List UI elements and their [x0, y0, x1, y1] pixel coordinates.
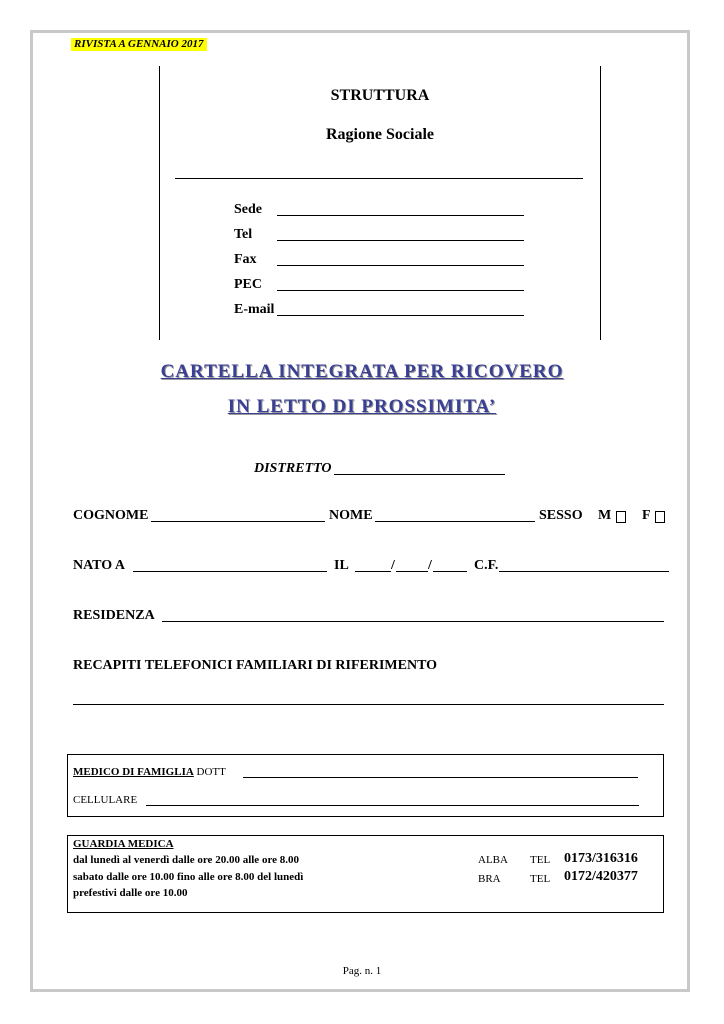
guardia-title: GUARDIA MEDICA [73, 838, 174, 850]
alba-phone-number: 0173/316316 [564, 851, 638, 866]
cellulare-label: CELLULARE [73, 794, 138, 806]
revision-label: RIVISTA A GENNAIO 2017 [71, 38, 207, 51]
bra-phone-number: 0172/420377 [564, 869, 638, 884]
tel-line[interactable] [277, 240, 524, 241]
fax-line[interactable] [277, 265, 524, 266]
medico-row [73, 766, 226, 778]
nome-label: NOME [329, 508, 373, 523]
struttura-title: STRUTTURA [330, 87, 430, 104]
cellulare-line[interactable] [146, 805, 639, 806]
fax-label: Fax [234, 252, 257, 267]
sede-label: Sede [234, 202, 262, 217]
date-slash-1: / [391, 558, 395, 573]
document-title-line1: CARTELLA INTEGRATA PER RICOVERO [160, 361, 564, 382]
cognome-label: COGNOME [73, 508, 149, 523]
sesso-m-checkbox[interactable] [616, 511, 626, 523]
nato-a-label: NATO A [73, 558, 125, 573]
pec-label: PEC [234, 277, 262, 292]
distretto-line[interactable] [334, 474, 505, 475]
document-title-line2: IN LETTO DI PROSSIMITA’ [227, 396, 497, 417]
bra-tel-label: TEL [530, 873, 551, 885]
email-label: E-mail [234, 302, 275, 317]
anno-line[interactable] [433, 571, 467, 572]
guardia-line3: prefestivi dalle ore 10.00 [73, 887, 188, 899]
medico-box [67, 754, 664, 817]
giorno-line[interactable] [355, 571, 391, 572]
distretto-label: DISTRETTO [254, 461, 332, 476]
recapiti-label: RECAPITI TELEFONICI FAMILIARI DI RIFERIMENTO [73, 658, 438, 673]
pec-line[interactable] [277, 290, 524, 291]
guardia-line2: sabato dalle ore 10.00 fino alle ore 8.00 del lunedì [73, 871, 304, 883]
cognome-line[interactable] [151, 521, 325, 522]
date-slash-2: / [428, 558, 432, 573]
ragione-sociale-label: Ragione Sociale [326, 126, 434, 143]
alba-city: ALBA [478, 854, 508, 866]
sesso-f-checkbox[interactable] [655, 511, 665, 523]
email-line[interactable] [277, 315, 524, 316]
nato-a-line[interactable] [133, 571, 327, 572]
residenza-line[interactable] [162, 621, 664, 622]
il-label: IL [334, 558, 349, 573]
nome-line[interactable] [375, 521, 535, 522]
medico-label: MEDICO DI FAMIGLIA [73, 766, 194, 778]
sede-line[interactable] [277, 215, 524, 216]
sesso-m-label: M [598, 508, 612, 523]
cf-line[interactable] [499, 571, 669, 572]
dott-line[interactable] [243, 777, 638, 778]
sesso-f-label: F [642, 508, 651, 523]
sesso-label: SESSO [539, 508, 583, 523]
dott-label: DOTT [196, 766, 226, 778]
page-number: Pag. n. 1 [342, 965, 382, 977]
alba-tel-label: TEL [530, 854, 551, 866]
bra-city: BRA [478, 873, 501, 885]
guardia-line1: dal lunedì al venerdì dalle ore 20.00 alle ore 8.00 [73, 854, 300, 866]
struttura-box [159, 66, 601, 340]
mese-line[interactable] [396, 571, 428, 572]
ragione-sociale-line[interactable] [175, 178, 583, 179]
residenza-label: RESIDENZA [73, 608, 155, 623]
recapiti-line[interactable] [73, 704, 664, 705]
cf-label: C.F. [474, 558, 499, 573]
tel-label: Tel [234, 227, 253, 242]
